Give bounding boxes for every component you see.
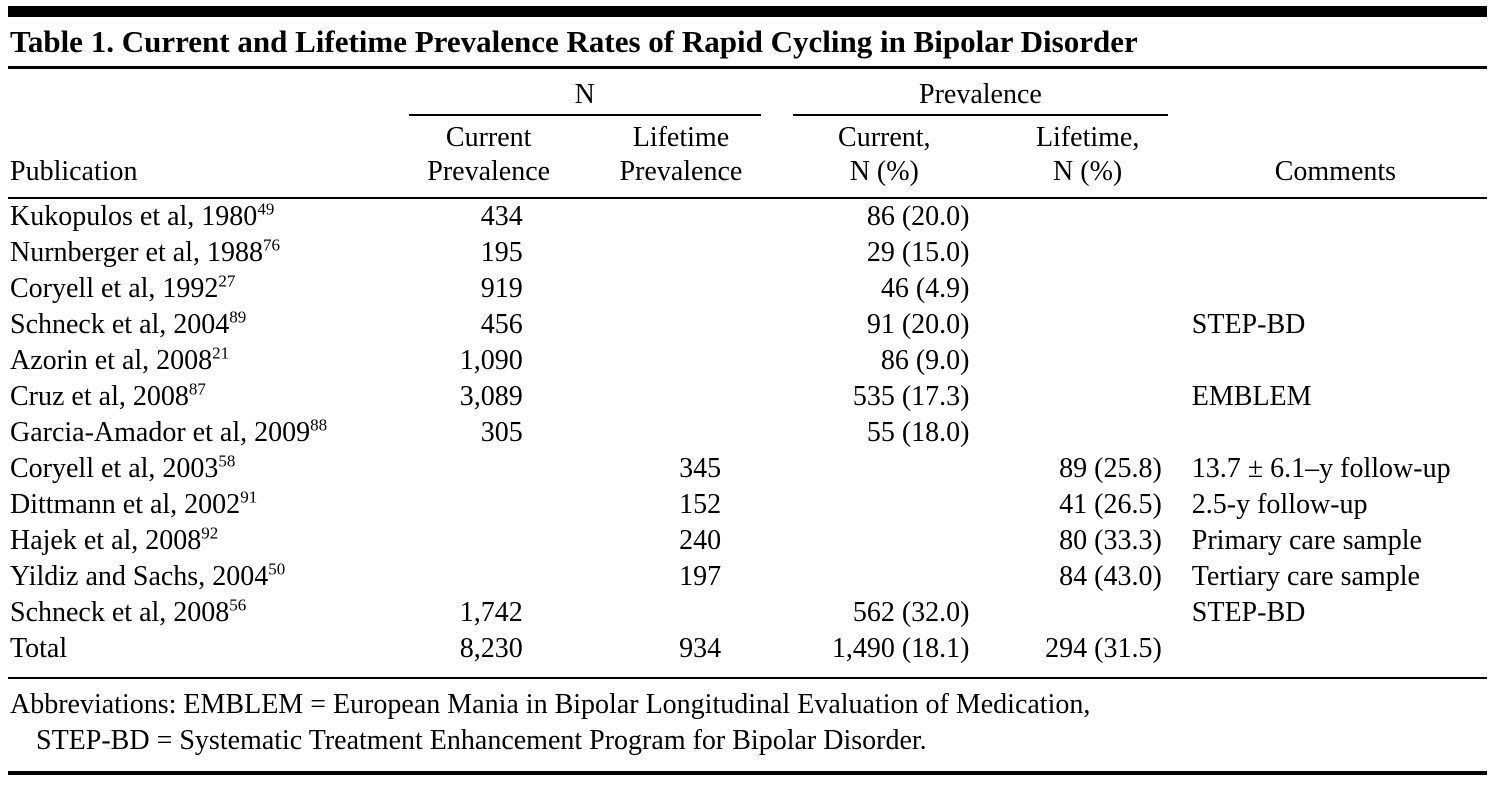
cell-lifetime-pct (992, 235, 1184, 271)
cell-lifetime-n (585, 235, 777, 271)
cell-current-pct (777, 559, 991, 595)
cell-publication (8, 379, 393, 415)
cell-publication (8, 523, 393, 559)
table-row (8, 343, 1487, 379)
footnote-line: Abbreviations: EMBLEM = European Mania in Bipolar Longitudinal Evaluation of Medication, (10, 689, 1091, 720)
table-row (8, 595, 1487, 631)
cell-comment (1184, 631, 1487, 667)
reference-superscript: 49 (257, 199, 275, 219)
header-publication: Publication (8, 116, 393, 198)
cell-current-n (393, 451, 585, 487)
publication-text: Coryell et al, 2003 (10, 453, 219, 484)
cell-publication (8, 595, 393, 631)
header-line: Lifetime, (1035, 122, 1140, 153)
publication-text: Azorin et al, 2008 (10, 345, 213, 376)
header-line: Current (445, 122, 532, 153)
group-spacer-right (1184, 69, 1487, 116)
reference-superscript: 91 (240, 487, 258, 507)
table-row (8, 379, 1487, 415)
cell-publication (8, 343, 393, 379)
cell-lifetime-n: 934 (679, 633, 722, 664)
cell-lifetime-n: 197 (679, 561, 722, 592)
cell-lifetime-pct: 80 (33.3) (1059, 525, 1162, 556)
table-body (8, 198, 1487, 667)
cell-current-pct: 535 (17.3) (852, 381, 970, 412)
cell-publication (8, 198, 393, 235)
cell-comment (1184, 271, 1487, 307)
table-title: Table 1. Current and Lifetime Prevalence Rates of Rapid Cycling in Bipolar Disorder (8, 17, 1487, 69)
cell-current-n: 8,230 (459, 633, 523, 664)
publication-text: Coryell et al, 1992 (10, 273, 219, 304)
group-prevalence-label: Prevalence (793, 79, 1168, 116)
table-row (8, 523, 1487, 559)
reference-superscript: 89 (229, 307, 247, 327)
cell-current-pct (777, 523, 991, 559)
cell-current-n (393, 523, 585, 559)
cell-lifetime-pct: 84 (43.0) (1059, 561, 1162, 592)
cell-current-n: 3,089 (459, 381, 523, 412)
cell-lifetime-n: 152 (679, 489, 722, 520)
table-header (8, 69, 1487, 198)
cell-comment: STEP-BD (1191, 309, 1306, 340)
cell-publication (8, 271, 393, 307)
cell-lifetime-n (585, 271, 777, 307)
cell-lifetime-pct (992, 379, 1184, 415)
cell-current-pct: 29 (15.0) (866, 237, 970, 268)
cell-current-pct (777, 487, 991, 523)
table-row (8, 451, 1487, 487)
cell-current-n: 1,742 (459, 597, 523, 628)
reference-superscript: 76 (262, 235, 280, 255)
group-n-label: N (409, 79, 762, 116)
column-group-row (8, 69, 1487, 116)
footnote-line: STEP-BD = Systematic Treatment Enhancement Program for Bipolar Disorder. (36, 725, 927, 756)
table-row (8, 487, 1487, 523)
cell-current-pct: 86 (9.0) (880, 345, 970, 376)
cell-publication (8, 235, 393, 271)
group-n (393, 69, 778, 116)
cell-publication (8, 451, 393, 487)
abbreviations-footnote (8, 677, 1487, 767)
reference-superscript: 87 (188, 379, 206, 399)
header-line: Lifetime (632, 122, 730, 153)
cell-comment (1184, 198, 1487, 235)
publication-text: Yildiz and Sachs, 2004 (10, 561, 269, 592)
cell-current-pct (777, 451, 991, 487)
cell-lifetime-n (585, 415, 777, 451)
cell-publication (8, 631, 393, 667)
cell-comment (1184, 235, 1487, 271)
cell-lifetime-n (585, 595, 777, 631)
table-row (8, 271, 1487, 307)
cell-lifetime-n: 240 (679, 525, 722, 556)
cell-publication (8, 487, 393, 523)
cell-publication (8, 415, 393, 451)
publication-text: Kukopulos et al, 1980 (10, 201, 258, 232)
cell-current-pct: 91 (20.0) (866, 309, 970, 340)
reference-superscript: 27 (218, 271, 236, 291)
cell-lifetime-pct (992, 198, 1184, 235)
cell-current-pct: 86 (20.0) (866, 201, 970, 232)
publication-text: Schneck et al, 2004 (10, 309, 230, 340)
top-rule (8, 6, 1487, 17)
header-line: Prevalence (427, 156, 551, 187)
cell-comment: 2.5-y follow-up (1191, 489, 1368, 520)
cell-comment: EMBLEM (1191, 381, 1312, 412)
header-line: Current, (838, 122, 931, 153)
table-row (8, 235, 1487, 271)
publication-text: Dittmann et al, 2002 (10, 489, 241, 520)
cell-comment: Tertiary care sample (1191, 561, 1420, 592)
publication-text: Garcia-Amador et al, 2009 (10, 417, 311, 448)
cell-lifetime-pct (992, 595, 1184, 631)
cell-lifetime-pct: 294 (31.5) (1045, 633, 1162, 664)
publication-text: Hajek et al, 2008 (10, 525, 202, 556)
header-line: N (%) (849, 156, 919, 187)
group-prevalence (777, 69, 1184, 116)
cell-current-n: 434 (480, 201, 523, 232)
prevalence-table (8, 69, 1487, 667)
cell-lifetime-pct: 89 (25.8) (1059, 453, 1162, 484)
cell-comment: 13.7 ± 6.1–y follow-up (1191, 453, 1451, 484)
cell-comment: Primary care sample (1191, 525, 1422, 556)
column-header-row (8, 116, 1487, 198)
cell-comment (1184, 415, 1487, 451)
cell-publication (8, 307, 393, 343)
reference-superscript: 92 (201, 523, 219, 543)
reference-superscript: 58 (218, 451, 236, 471)
table-row-total (8, 631, 1487, 667)
table-row (8, 415, 1487, 451)
group-spacer-left (8, 69, 393, 116)
cell-lifetime-n (585, 379, 777, 415)
cell-current-pct: 55 (18.0) (866, 417, 970, 448)
cell-current-n: 919 (480, 273, 523, 304)
publication-text: Schneck et al, 2008 (10, 597, 230, 628)
header-current-n-pct (777, 116, 991, 198)
cell-lifetime-n (585, 198, 777, 235)
header-line: N (%) (1053, 156, 1123, 187)
cell-current-n (393, 559, 585, 595)
header-current-prevalence (393, 116, 585, 198)
bottom-rule (8, 771, 1487, 775)
cell-comment (1184, 343, 1487, 379)
cell-current-n (393, 487, 585, 523)
table-row (8, 559, 1487, 595)
cell-current-pct: 46 (4.9) (880, 273, 970, 304)
table-row (8, 198, 1487, 235)
cell-lifetime-pct (992, 271, 1184, 307)
cell-publication (8, 559, 393, 595)
cell-lifetime-pct: 41 (26.5) (1059, 489, 1162, 520)
cell-current-n: 305 (480, 417, 523, 448)
publication-text: Cruz et al, 2008 (10, 381, 189, 412)
header-line: Prevalence (619, 156, 743, 187)
cell-current-pct: 1,490 (18.1) (831, 633, 970, 664)
publication-text: Total (10, 633, 68, 664)
cell-lifetime-pct (992, 343, 1184, 379)
header-lifetime-prevalence (585, 116, 777, 198)
reference-superscript: 88 (310, 415, 328, 435)
cell-lifetime-n (585, 343, 777, 379)
cell-lifetime-pct (992, 415, 1184, 451)
reference-superscript: 56 (229, 595, 247, 615)
cell-lifetime-n (585, 307, 777, 343)
reference-superscript: 50 (268, 559, 286, 579)
cell-current-n: 456 (480, 309, 523, 340)
cell-comment: STEP-BD (1191, 597, 1306, 628)
header-comments: Comments (1184, 116, 1487, 198)
cell-current-n: 1,090 (459, 345, 523, 376)
table-row (8, 307, 1487, 343)
publication-text: Nurnberger et al, 1988 (10, 237, 263, 268)
cell-lifetime-n: 345 (679, 453, 722, 484)
cell-lifetime-pct (992, 307, 1184, 343)
reference-superscript: 21 (212, 343, 230, 363)
cell-current-n: 195 (480, 237, 523, 268)
header-lifetime-n-pct (992, 116, 1184, 198)
cell-current-pct: 562 (32.0) (852, 597, 970, 628)
